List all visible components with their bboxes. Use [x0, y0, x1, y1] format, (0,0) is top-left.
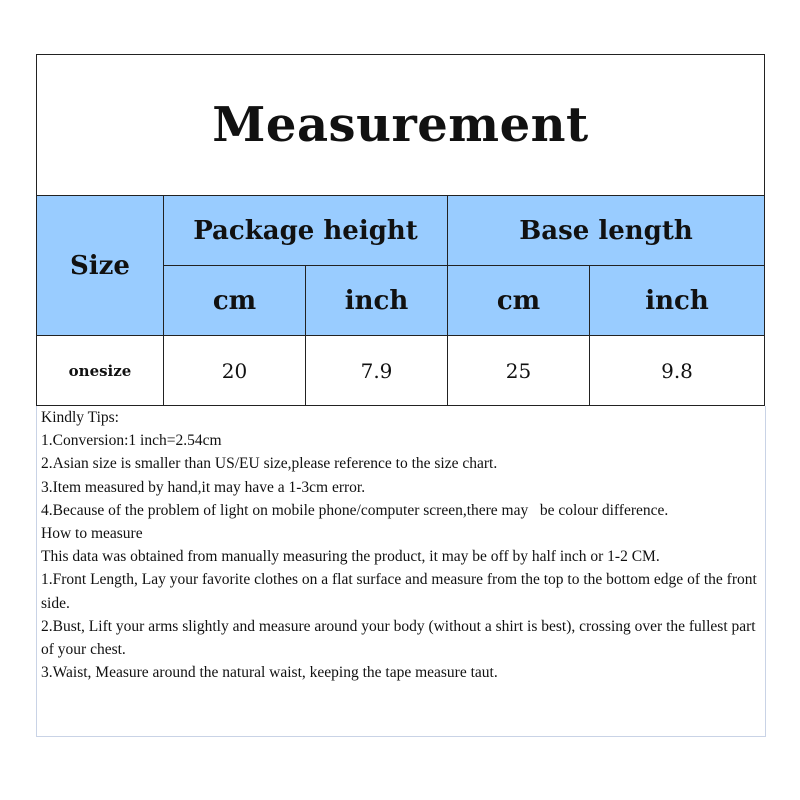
tip-line: 3.Waist, Measure around the natural waist, keeping the tape measure taut. [41, 664, 498, 682]
base-length-inch-value: 9.8 [590, 336, 765, 406]
package-height-cm-header: cm [164, 266, 306, 336]
tip-line: 4.Because of the problem of light on mobile phone/computer screen,there may be colour difference. [41, 501, 669, 519]
base-length-inch-header: inch [590, 266, 765, 336]
package-height-cm-value: 20 [164, 336, 306, 406]
measurement-chart [36, 54, 764, 737]
kindly-tips [36, 406, 766, 737]
tip-line: 1.Conversion:1 inch=2.54cm [41, 432, 222, 450]
base-length-cm-value: 25 [448, 336, 590, 406]
tip-line: 3.Item measured by hand,it may have a 1-3cm error. [41, 478, 366, 496]
tip-line: 2.Bust, Lift your arms slightly and measure around your body (without a shirt is best), crossing over the fullest part of your chest. [41, 617, 760, 659]
package-height-inch-header: inch [306, 266, 448, 336]
package-height-inch-value: 7.9 [306, 336, 448, 406]
tip-line: 1.Front Length, Lay your favorite clothes on a flat surface and measure from the top to the bottom edge of the front side. [41, 571, 761, 612]
tip-line: 2.Asian size is smaller than US/EU size,please reference to the size chart. [41, 455, 498, 473]
size-cell: onesize [37, 336, 164, 406]
base-length-cm-header: cm [448, 266, 590, 336]
table-row [37, 336, 765, 406]
size-table [36, 54, 765, 406]
tip-line: This data was obtained from manually measuring the product, it may be off by half inch or 1-2 CM. [41, 548, 660, 566]
base-length-header: Base length [448, 196, 765, 266]
table-title: Measurement [37, 55, 765, 196]
size-header: Size [37, 196, 164, 336]
how-to-measure-heading: How to measure [41, 525, 143, 543]
package-height-header: Package height [164, 196, 448, 266]
tips-heading: Kindly Tips: [41, 409, 119, 426]
